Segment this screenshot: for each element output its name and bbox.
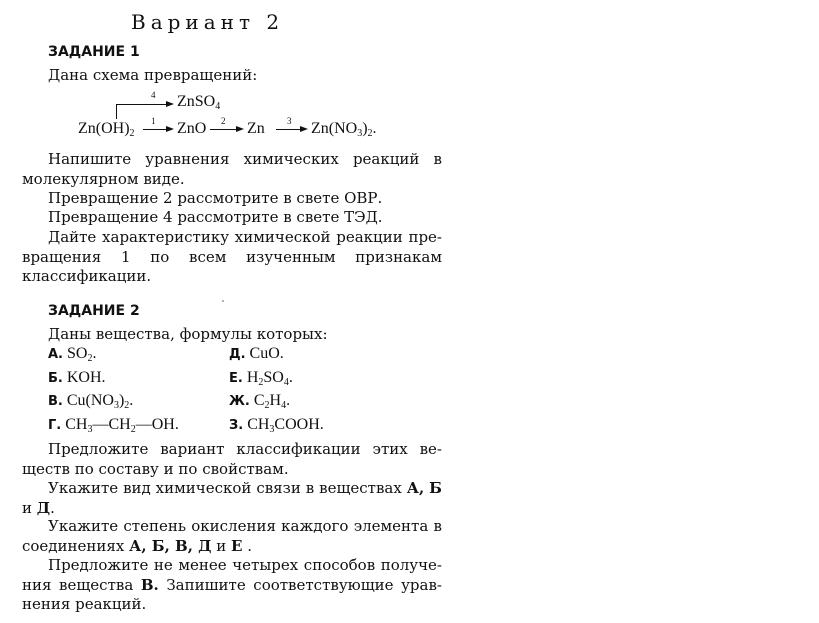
reactant-zn-oh-2: $Zn(OH)_2$ bbox=[78, 120, 135, 139]
task1-paragraph-3: Превращение 4 рассмотрите в свете ТЭД. bbox=[48, 208, 383, 226]
substance-e: Е. $H_2SO_4$. bbox=[229, 369, 293, 388]
substance-a: А. $SO_2$. bbox=[48, 345, 97, 364]
substance-b: Б. KOH. bbox=[48, 369, 106, 386]
arrow-number-3: 3 bbox=[287, 116, 292, 126]
compound-zno: ZnO bbox=[177, 120, 207, 137]
product-zn-no3-2: $Zn(NO_3)_2$. bbox=[311, 120, 377, 139]
task2-paragraph-4: Предложите не менее четырех способов получения вещества В. Запишите соответствующие уравнения реакций. bbox=[22, 556, 442, 613]
arrow-number-2: 2 bbox=[221, 116, 226, 126]
substance-v: В. $Cu(NO_3)_2$. bbox=[48, 392, 134, 411]
task1-paragraph-4: Дайте характеристику химической реакции превращения 1 по всем изученным признакам классификации. bbox=[22, 228, 442, 285]
task2-paragraph-1: Предложите вариант классификации этих веществ по составу и по свойствам. bbox=[22, 440, 442, 478]
branch-line-vertical bbox=[116, 104, 117, 119]
arrow-1-head bbox=[166, 126, 174, 132]
page-title: Вариант 2 bbox=[131, 10, 285, 34]
arrow-1-line bbox=[143, 129, 167, 130]
arrow-number-1: 1 bbox=[151, 116, 156, 126]
task2-intro: Даны вещества, формулы которых: bbox=[48, 325, 328, 343]
task1-paragraph-1: Напишите уравнения химических реакций в молекулярном виде. bbox=[22, 150, 442, 188]
arrow-number-4: 4 bbox=[151, 90, 156, 100]
arrow-3-head bbox=[300, 126, 308, 132]
arrow-3-line bbox=[276, 129, 302, 130]
task2-paragraph-3: Укажите степень окисления каждого элемента в соединениях А, Б, В, Д и Е . bbox=[22, 517, 442, 555]
arrow-2-line bbox=[210, 129, 237, 130]
substance-zh: Ж. $C_2H_4$. bbox=[229, 392, 291, 411]
substance-z: З. $CH_3COOH$. bbox=[229, 416, 324, 435]
task1-heading: ЗАДАНИЕ 1 bbox=[48, 44, 140, 60]
task1-intro: Дана схема превращений: bbox=[48, 66, 258, 84]
task2-heading: ЗАДАНИЕ 2 bbox=[48, 303, 140, 319]
task2-paragraph-2: Укажите вид химической связи в веществах А, Б и Д. bbox=[22, 479, 442, 517]
substance-d: Д. CuO. bbox=[229, 345, 284, 362]
substance-g: Г. $CH_3—CH_2—OH$. bbox=[48, 416, 179, 435]
product-znso4: ZnSO$_4$ bbox=[177, 93, 221, 112]
arrow-2-head bbox=[236, 126, 244, 132]
branch-arrowhead bbox=[166, 101, 174, 107]
compound-zn: Zn bbox=[247, 120, 265, 137]
task1-paragraph-2: Превращение 2 рассмотрите в свете ОВР. bbox=[48, 189, 383, 207]
page-speck bbox=[222, 300, 224, 302]
branch-line-horizontal bbox=[116, 104, 168, 105]
